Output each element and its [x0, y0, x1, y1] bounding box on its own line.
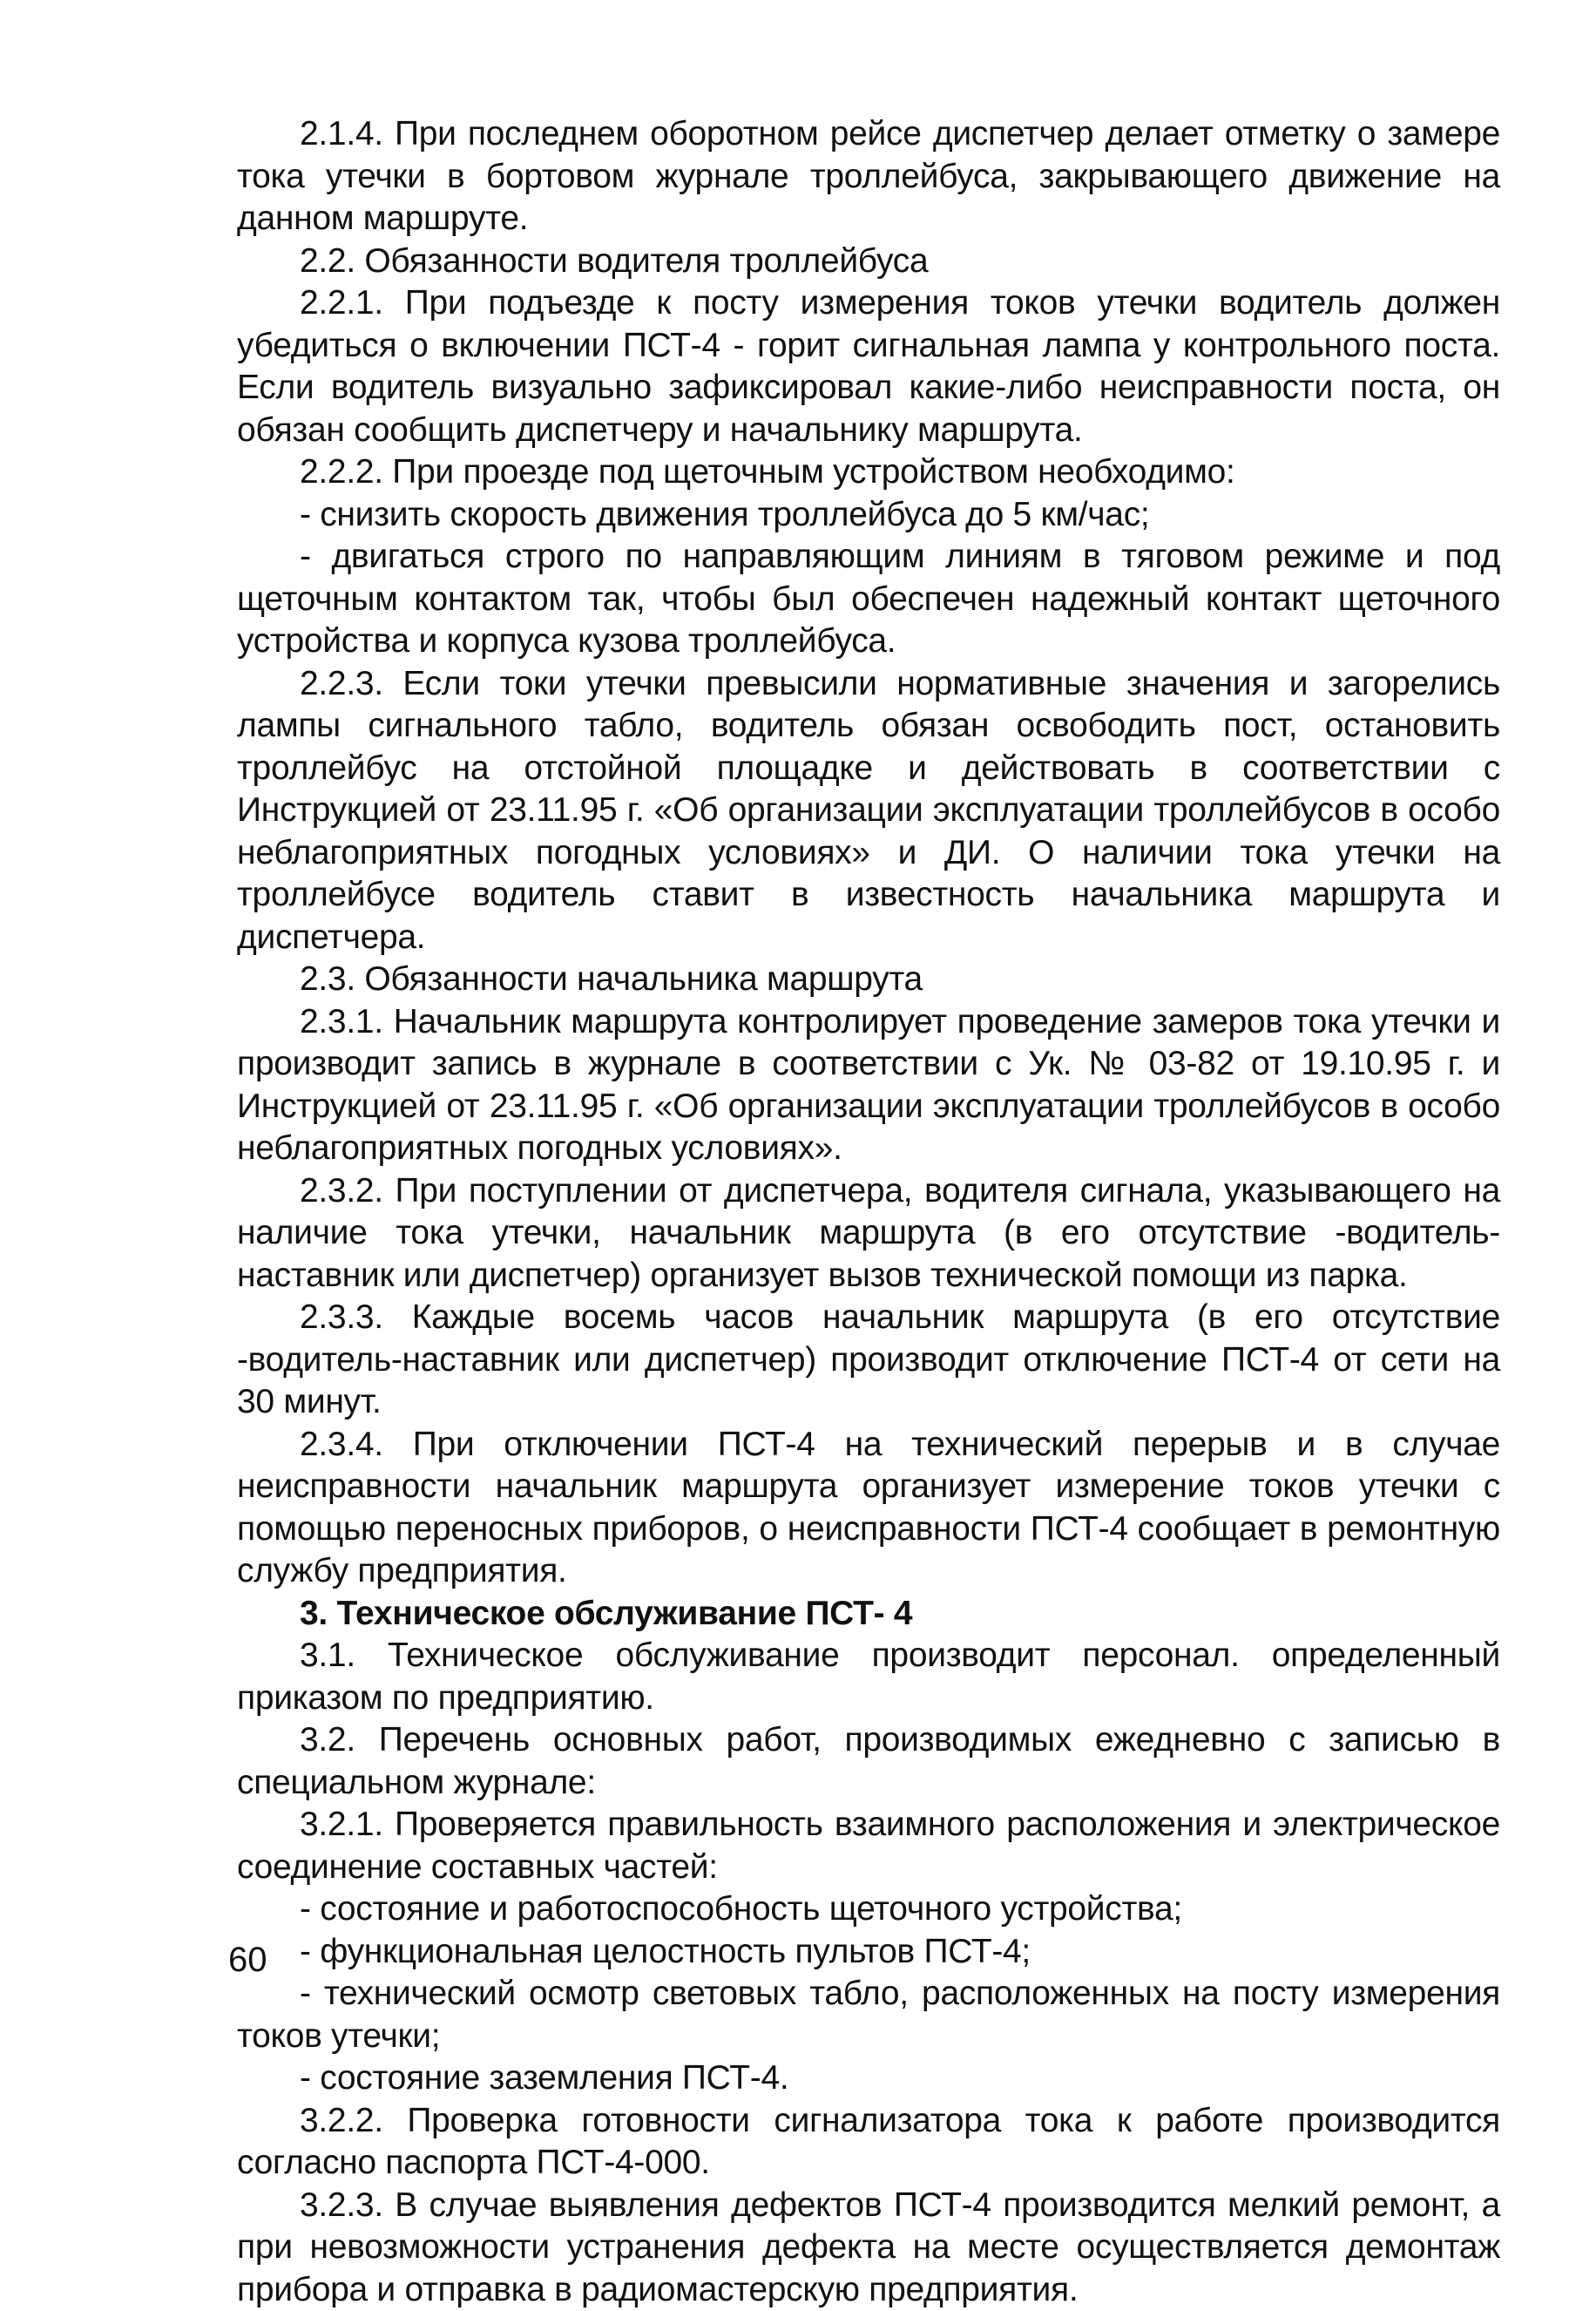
page-number: 60	[228, 1941, 267, 1980]
paragraph-2-1-4: 2.1.4. При последнем оборотном рейсе диспетчер делает отметку о замере тока утечки в бортовом журнале троллейбуса, закрывающего движение на данном маршруте.	[237, 113, 1500, 241]
paragraph-2-2-3: 2.2.3. Если токи утечки превысили нормативные значения и загорелись лампы сигнального табло, водитель обязан освободить пост, остановить троллейбус на отстойной площадке и действовать в соответствии с Инструкцией от 23.11.95 г. «Об организации эксплуатации троллейбусов в особо неблагоприятных погодных условиях» и ДИ. О наличии тока утечки на троллейбусе водитель ставит в известность начальника маршрута и диспетчера.	[237, 663, 1500, 959]
paragraph-2-3-4: 2.3.4. При отключении ПСТ-4 на технический перерыв и в случае неисправности начальник маршрута организует измерение токов утечки с помощью переносных приборов, о неисправности ПСТ-4 сообщает в ремонтную службу предприятия.	[237, 1424, 1500, 1593]
paragraph-3-2-3: 3.2.3. В случае выявления дефектов ПСТ-4 производится мелкий ремонт, а при невозможности устранения дефекта на месте осуществляется демонтаж прибора и отправка в радиомастерскую предприятия.	[237, 2185, 1500, 2311]
list-item-grounding: - состояние заземления ПСТ-4.	[237, 2057, 1500, 2100]
paragraph-3-1: 3.1. Техническое обслуживание производит персонал. определенный приказом по предприятию.	[237, 1635, 1500, 1719]
list-item-direction: - двигаться строго по направляющим линиям в тяговом режиме и под щеточным контактом так, чтобы был обеспечен надежный контакт щеточного устройства и корпуса кузова троллейбуса.	[237, 536, 1500, 663]
list-item-panels: - функциональная целостность пультов ПСТ-4;	[237, 1931, 1500, 1974]
list-item-light-boards: - технический осмотр световых табло, расположенных на посту измерения токов утечки;	[237, 1973, 1500, 2057]
paragraph-2-3-2: 2.3.2. При поступлении от диспетчера, водителя сигнала, указывающего на наличие тока утечки, начальник маршрута (в его отсутствие -водитель-наставник или диспетчер) организует вызов технической помощи из парка.	[237, 1170, 1500, 1298]
paragraph-2-3-3: 2.3.3. Каждые восемь часов начальник маршрута (в его отсутствие -водитель-наставник или диспетчер) производит отключение ПСТ-4 от сети на 30 минут.	[237, 1297, 1500, 1424]
paragraph-2-3-1: 2.3.1. Начальник маршрута контролирует проведение замеров тока утечки и производит запись в журнале в соответствии с Ук. № 03-82 от 19.10.95 г. и Инструкцией от 23.11.95 г. «Об организации эксплуатации троллейбусов в особо неблагоприятных погодных условиях».	[237, 1001, 1500, 1170]
document-page	[237, 113, 1500, 2311]
section-3-heading: 3. Техническое обслуживание ПСТ- 4	[237, 1593, 1500, 1636]
paragraph-2-2-1: 2.2.1. При подъезде к посту измерения токов утечки водитель должен убедиться о включении ПСТ-4 - горит сигнальная лампа у контрольного поста. Если водитель визуально зафиксировал какие-либо неисправности поста, он обязан сообщить диспетчеру и начальнику маршрута.	[237, 282, 1500, 451]
paragraph-3-2-2: 3.2.2. Проверка готовности сигнализатора тока к работе производится согласно паспорта ПСТ-4-000.	[237, 2100, 1500, 2185]
paragraph-3-2: 3.2. Перечень основных работ, производимых ежедневно с записью в специальном журнале:	[237, 1719, 1500, 1804]
section-2-3-title: 2.3. Обязанности начальника маршрута	[237, 959, 1500, 1001]
paragraph-2-2-2: 2.2.2. При проезде под щеточным устройством необходимо:	[237, 451, 1500, 494]
list-item-brush-device: - состояние и работоспособность щеточного устройства;	[237, 1888, 1500, 1931]
section-2-2-title: 2.2. Обязанности водителя троллейбуса	[237, 241, 1500, 283]
list-item-speed: - снизить скорость движения троллейбуса до 5 км/час;	[237, 494, 1500, 537]
paragraph-3-2-1: 3.2.1. Проверяется правильность взаимного расположения и электрическое соединение составных частей:	[237, 1804, 1500, 1888]
